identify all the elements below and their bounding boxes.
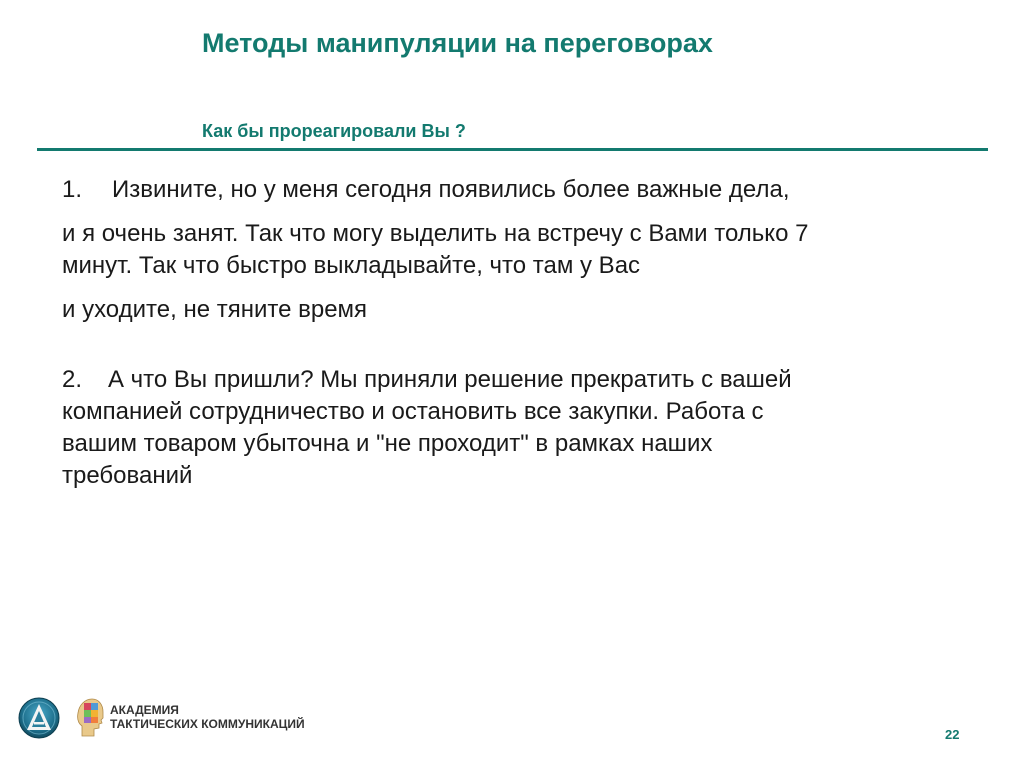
slide-body (62, 174, 962, 492)
slide-subtitle: Как бы прореагировали Вы ? (202, 121, 466, 141)
item-2-number: 2. (62, 366, 83, 393)
triangle-a-logo-icon (18, 697, 60, 739)
puzzle-head-icon (76, 696, 104, 738)
organization-name-line-2: ТАКТИЧЕСКИХ КОММУНИКАЦИЙ (110, 717, 305, 731)
item-2-text-1: А что Вы пришли? Мы приняли решение прекратить с вашей (108, 366, 792, 393)
item-2-line-3: вашим товаром убыточна и "не проходит" в рамках наших (62, 430, 713, 457)
organization-name-line-1: АКАДЕМИЯ (110, 703, 179, 717)
item-1-line-1 (62, 174, 962, 206)
organization-name (110, 703, 305, 731)
item-1-line-2: и я очень занят. Так что могу выделить на встречу с Вами только 7 (62, 220, 809, 247)
item-1-number: 1. (62, 176, 83, 203)
item-2-line-1 (62, 364, 962, 396)
slide-title: Методы манипуляции на переговорах (202, 28, 713, 58)
item-1-text-1: Извините, но у меня сегодня появились более важные дела, (112, 176, 790, 203)
item-1-line-4: и уходите, не тяните время (62, 296, 368, 323)
item-2-line-2: компанией сотрудничество и остановить все закупки. Работа с (62, 398, 764, 425)
item-1-line-3: минут. Так что быстро выкладывайте, что там у Вас (62, 252, 641, 279)
item-2-line-4: требований (62, 462, 193, 489)
page-number: 22 (945, 727, 960, 742)
title-divider (37, 148, 988, 151)
